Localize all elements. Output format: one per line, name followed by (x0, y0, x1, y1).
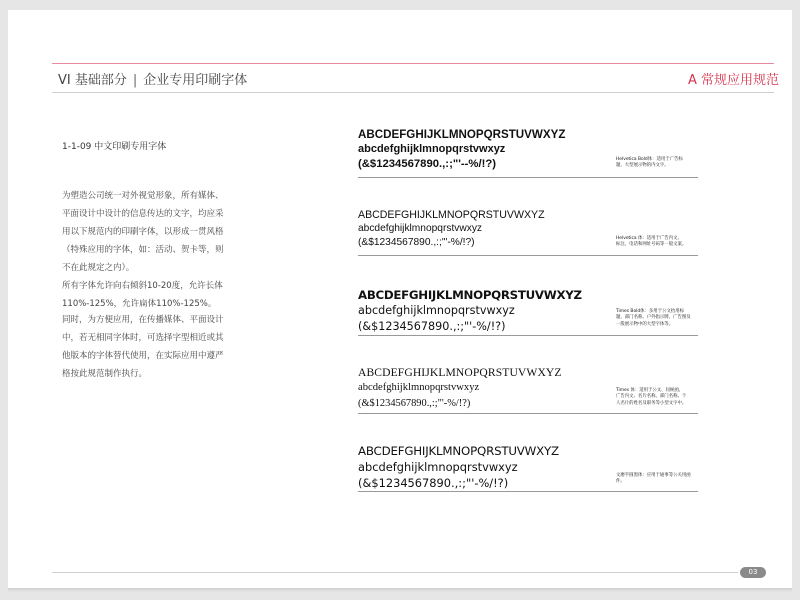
sample-lowercase: abcdefghijklmnopqrstvwxyz (358, 304, 515, 317)
sample-uppercase: ABCDEFGHIJKLMNOPQRSTUVWXYZ (358, 366, 562, 379)
text-line: 中，若无相同字体时，可选择字型相近或其 (62, 333, 224, 343)
note-line: 人名片的姓名及职务等小型文字中。 (616, 400, 687, 406)
footer-divider (52, 572, 738, 573)
text-line: 所有字体允许向右倾斜10-20度，允许长体 (62, 281, 223, 291)
text-line: 平面设计中设计的信息传达的文字，均应采 (62, 209, 224, 219)
note-line: 件。 (616, 479, 625, 485)
note-line: 广告内文、名片名称、部门名称、个 (616, 394, 687, 400)
text-line: 不在此规定之内）。 (62, 263, 135, 273)
note-line: Times 体：适用于公文、问候函、 (616, 388, 684, 393)
font-sample-4 (358, 366, 562, 412)
font-note-5 (616, 473, 704, 486)
note-line: 题、大型展示物的内文字。 (616, 163, 669, 169)
sample-divider (358, 177, 698, 178)
header-section: VI 基础部分 (58, 73, 127, 88)
text-line: 同时，为方便应用，在传播媒体、平面设计 (62, 315, 224, 325)
sample-uppercase: ABCDEFGHIJKLMNOPQRSTUVWXYZ (358, 209, 545, 221)
font-sample-3 (358, 287, 582, 335)
font-note-2 (616, 236, 704, 249)
sample-divider (358, 413, 698, 414)
text-line: 他版本的字体替代使用，在实际应用中遵严 (62, 351, 224, 361)
header-separator: | (132, 73, 138, 88)
header-divider (52, 92, 774, 93)
sample-symbols: (&$1234567890.,:;"'-%/!?) (358, 476, 509, 490)
font-sample-1 (358, 128, 565, 172)
sample-lowercase: abcdefghijklmnopqrstvwxyz (358, 460, 518, 474)
note-line: 题、部门名称、户外指示牌、广告图及 (616, 315, 691, 321)
sample-lowercase: abcdefghijklmnopqrstvwxyz (358, 223, 483, 234)
section-title: 1-1-09 中文印刷专用字体 (62, 142, 167, 152)
text-line: （特殊应用的字体，如：活动、贺卡等，则 (62, 245, 224, 255)
text-line: 110%-125%，允许扁体110%-125%。 (62, 299, 217, 309)
note-line: 标注、电话和网址号码等一般文案。 (616, 242, 687, 248)
sample-symbols: (&$1234567890.,:;"'-%/!?) (358, 237, 475, 248)
sample-uppercase: ABCDEFGHIJKLMNOPQRSTUVWXYZ (358, 444, 559, 458)
page-number-badge: 03 (740, 567, 766, 578)
text-line: 用以下规范内的印刷字体，以形成一贯风格 (62, 227, 224, 237)
note-line: 一般展示物中的大型字体等。 (616, 321, 674, 327)
font-sample-5 (358, 443, 559, 491)
font-note-3 (616, 309, 704, 328)
sample-symbols: (&$1234567890.,:;"'-%/!?) (358, 320, 506, 333)
note-line: Helvetica 体：适用于广告内文、 (616, 236, 682, 241)
header-category: A 常规应用规范 (688, 73, 780, 88)
sample-divider (358, 335, 698, 336)
sample-divider (358, 491, 698, 492)
sample-symbols: (&$1234567890.,:;"'-%/!?) (358, 398, 471, 409)
page-title: 企业专用印刷字体 (143, 73, 248, 88)
sample-symbols: (&$1234567890.,:;"'--%/!?) (358, 158, 497, 170)
sample-uppercase: ABCDEFGHIJKLMNOPQRSTUVWXYZ (358, 128, 566, 141)
top-accent-rule (52, 63, 774, 64)
sample-lowercase: abcdefghijklmnopqrstvwxyz (358, 143, 506, 155)
note-line: Helvetica Bold体：适用于广告标 (616, 157, 683, 162)
note-line: Times Bold体：多用于公文抬用标 (616, 309, 685, 314)
font-note-4 (616, 388, 704, 407)
sample-uppercase: ABCDEFGHIJKLMNOPQRSTUVWXYZ (358, 288, 582, 302)
note-line: 文磨半圆黑体：应用于通事等公关用函 (616, 473, 691, 478)
intro-paragraph-1 (62, 187, 222, 313)
sample-lowercase: abcdefghijklmnopqrstvwxyz (358, 382, 480, 393)
text-line: 格按此规范制作执行。 (62, 369, 148, 379)
sample-divider (358, 255, 698, 256)
font-note-1 (616, 157, 704, 170)
text-line: 为塑造公司统一对外视觉形象，所有媒体、 (62, 191, 224, 201)
font-sample-2 (358, 208, 545, 250)
page-header (58, 69, 247, 88)
intro-paragraph-2 (62, 311, 222, 383)
page-shadow (8, 588, 792, 592)
